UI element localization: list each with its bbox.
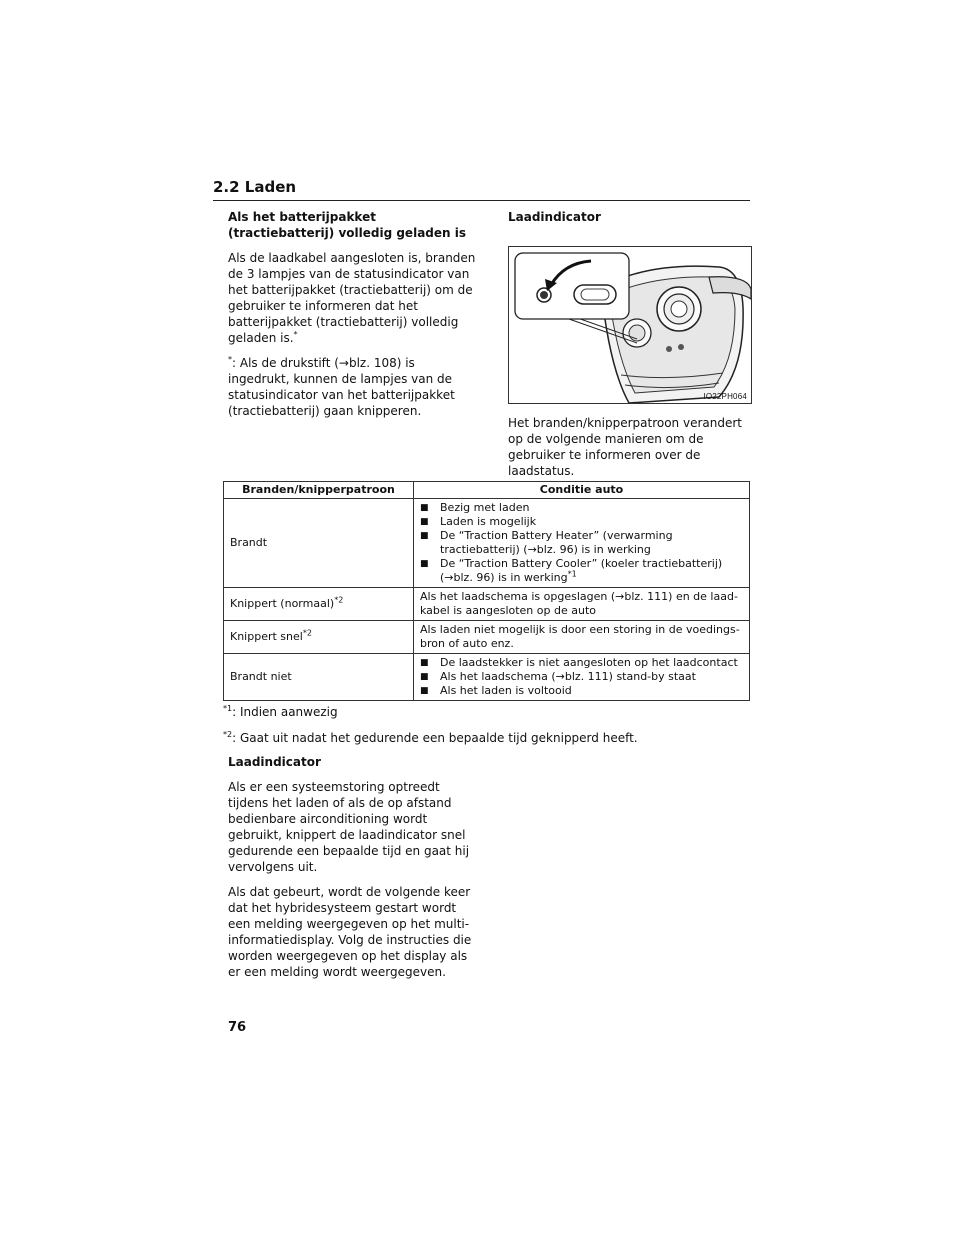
footnote-mark: *: [293, 330, 298, 339]
table-cell-pattern: [224, 588, 414, 621]
table-row: [224, 499, 750, 588]
table-cell-condition: [414, 654, 750, 701]
table-cell-pattern: Brandt: [224, 499, 414, 588]
footnote-text: : Indien aanwezig: [232, 705, 338, 719]
list-item: [420, 557, 743, 585]
list-item-text: De “Traction Battery Cooler” (koeler tractiebatterij) (→blz. 96) is in werking: [440, 557, 723, 584]
status-table: [223, 481, 750, 701]
footnote: [223, 704, 750, 720]
footnote-mark: *1: [567, 569, 577, 579]
table-header-row: [224, 482, 750, 499]
left-heading: Als het batterijpakket (tractiebatterij) volledig geladen is: [228, 210, 466, 240]
list-item: ■ Bezig met laden: [420, 501, 743, 515]
footnote-mark: *2: [334, 595, 344, 605]
footnote-mark: *1: [223, 704, 233, 713]
list-item: ■ De laadstekker is niet aangesloten op het laadcontact: [420, 656, 743, 670]
left-paragraph-text: Als de laadkabel aangesloten is, branden de 3 lampjes van de statusindicator van het batterijpakket (tractiebatterij) om de gebruiker te informeren dat het batterijpakket (tractiebatterij) volledig geladen is.: [228, 251, 476, 345]
figure-code: IO22PH064: [703, 392, 747, 401]
bottom-section: [228, 754, 478, 989]
list-item: ■ Als het laadschema (→blz. 111) stand-by staat: [420, 670, 743, 684]
list-item: ■ Als het laden is voltooid: [420, 684, 743, 698]
table-cell-condition: Als het laadschema is opgeslagen (→blz. 111) en de laad-kabel is aangesloten op de auto: [414, 588, 750, 621]
section-title: 2.2 Laden: [213, 178, 750, 201]
footnote-text: : Gaat uit nadat het gedurende een bepaalde tijd geknipperd heeft.: [232, 731, 638, 745]
left-note-text: : Als de drukstift (→blz. 108) is ingedrukt, kunnen de lampjes van de statusindicator van het batterijpakket (tractiebatterij) gaan knipperen.: [228, 356, 455, 418]
table-cell-condition: [414, 499, 750, 588]
footnote-mark: *: [228, 355, 232, 364]
list-item: ■ Laden is mogelijk: [420, 515, 743, 529]
table-cell-condition: Als laden niet mogelijk is door een storing in de voedings-bron of auto enz.: [414, 621, 750, 654]
table-header-pattern: Branden/knipperpatroon: [224, 482, 414, 499]
left-column: [228, 209, 478, 428]
footnote: [223, 730, 750, 746]
table-header-condition: Conditie auto: [414, 482, 750, 499]
table-row: [224, 654, 750, 701]
list-item: ■ De “Traction Battery Heater” (verwarming tractiebatterij) (→blz. 96) is in werking: [420, 529, 743, 557]
left-paragraph: [228, 250, 478, 346]
right-paragraph: Het branden/knipperpatroon verandert op de volgende manieren om de gebruiker te informeren over de laadstatus.: [508, 416, 742, 478]
table-cell-pattern: Brandt niet: [224, 654, 414, 701]
charging-port-drawing: [509, 247, 751, 403]
page-number: 76: [228, 1020, 247, 1035]
bottom-heading: Laadindicator: [228, 755, 321, 769]
pattern-text: Knippert (normaal): [230, 597, 335, 610]
charging-port-illustration: [508, 246, 752, 404]
table-row: [224, 621, 750, 654]
table-cell-pattern: [224, 621, 414, 654]
bottom-paragraph-1: Als er een systeemstoring optreedt tijdens het laden of als de op afstand bedienbare airconditioning wordt gebruikt, knippert de laadindicator snel gedurende een bepaalde tijd en gaat hij vervolgens uit.: [228, 780, 470, 874]
footnote-mark: *2: [302, 628, 312, 638]
table-row: [224, 588, 750, 621]
pattern-text: Knippert snel: [230, 630, 303, 643]
footnotes: [223, 704, 750, 756]
right-heading: Laadindicator: [508, 210, 601, 224]
bottom-paragraph-2: Als dat gebeurt, wordt de volgende keer dat het hybridesysteem gestart wordt een melding weergegeven op het multi-informatiedisplay. Volg de instructies die worden weergegeven op het display als er een melding wordt weergegeven.: [228, 885, 472, 979]
footnote-mark: *2: [223, 730, 233, 739]
left-note: [228, 355, 478, 419]
